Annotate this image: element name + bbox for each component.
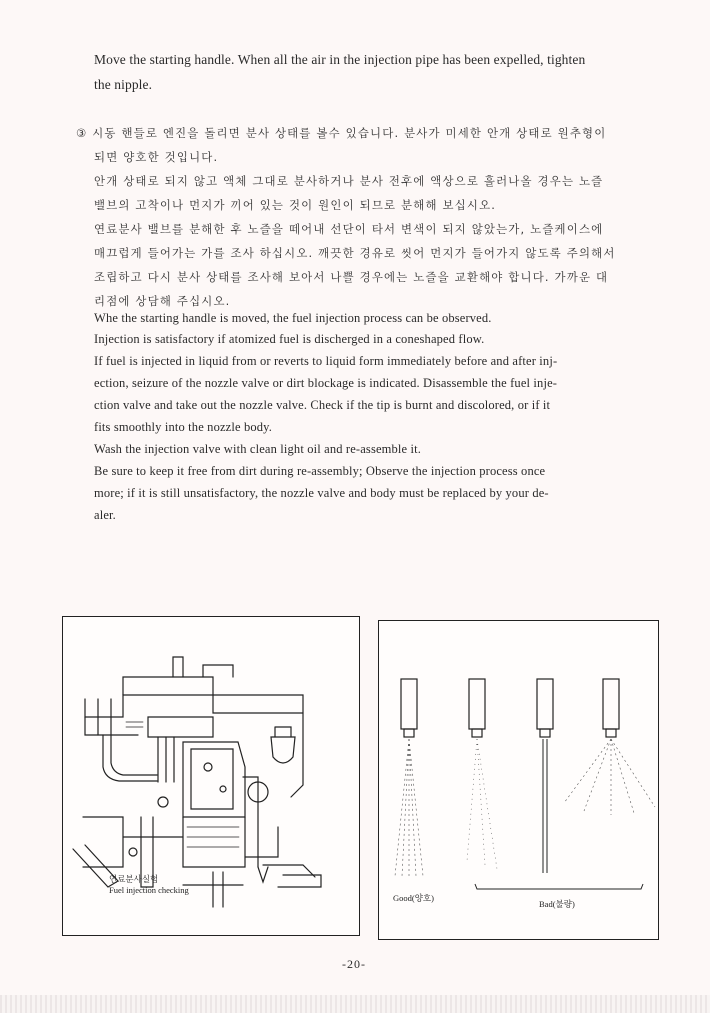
korean-line-7: 조립하고 다시 분사 상태를 조사해 보아서 나쁠 경우에는 노즐을 교환해야 합니다. 가까운 대 bbox=[94, 270, 609, 284]
korean-line-1: ③ 시동 핸들로 엔진을 돌리면 분사 상태를 볼수 있습니다. 분사가 미세한 안개 상태로 원추형이 bbox=[76, 126, 607, 140]
label-bad: Bad(불량) bbox=[539, 899, 575, 909]
english-line-2: Injection is satisfactory if atomized fuel is discherged in a coneshaped flow. bbox=[94, 332, 485, 346]
korean-line-8: 리점에 상담해 주십시오. bbox=[94, 294, 231, 308]
spray-pattern-figure bbox=[378, 620, 659, 940]
scan-edge bbox=[0, 995, 710, 1013]
korean-line-6: 매끄럽게 들어가는 가를 조사 하십시오. 깨끗한 경유로 씻어 먼지가 들어가지 않도록 주의해서 bbox=[94, 246, 616, 260]
korean-line-5: 연료분사 밸브를 분해한 후 노즐을 떼어내 선단이 타서 변색이 되지 않았는가, 노즐케이스에 bbox=[94, 222, 604, 236]
top-text-line-1: Move the starting handle. When all the air in the injection pipe has been expelled, tighten bbox=[94, 52, 586, 67]
english-line-3: If fuel is injected in liquid from or reverts to liquid form immediately before and after inj- bbox=[94, 354, 558, 368]
english-line-4: ection, seizure of the nozzle valve or dirt blockage is indicated. Disassemble the fuel inje- bbox=[94, 376, 558, 390]
figure-caption-en: Fuel injection checking bbox=[109, 885, 189, 895]
english-line-10: aler. bbox=[94, 508, 116, 522]
english-line-5: ction valve and take out the nozzle valve. Check if the tip is burnt and discolored, or if it bbox=[94, 398, 551, 412]
korean-line-4: 밸브의 고착이나 먼지가 끼어 있는 것이 원인이 되므로 분해해 보십시오. bbox=[94, 198, 497, 212]
english-line-8: Be sure to keep it free from dirt during re-assembly; Observe the injection process once bbox=[94, 464, 546, 478]
english-line-6: fits smoothly into the nozzle body. bbox=[94, 420, 273, 434]
engine-illustration bbox=[63, 617, 359, 935]
figure-caption-ko: 연료분사실험 bbox=[109, 874, 159, 884]
english-line-1: Whe the starting handle is moved, the fuel injection process can be observed. bbox=[94, 311, 492, 325]
label-good: Good(양호) bbox=[393, 893, 434, 903]
english-line-9: more; if it is still unsatisfactory, the nozzle valve and body must be replaced by your de- bbox=[94, 486, 549, 500]
page-number: -20- bbox=[342, 957, 366, 971]
korean-line-2: 되면 양호한 것입니다. bbox=[94, 150, 219, 164]
engine-figure bbox=[62, 616, 360, 936]
top-text-line-2: the nipple. bbox=[94, 77, 153, 92]
english-line-7: Wash the injection valve with clean light oil and re-assemble it. bbox=[94, 442, 422, 456]
korean-line-3: 안개 상태로 되지 않고 액체 그대로 분사하거나 분사 전후에 액상으로 흘러나올 경우는 노즐 bbox=[94, 174, 604, 188]
